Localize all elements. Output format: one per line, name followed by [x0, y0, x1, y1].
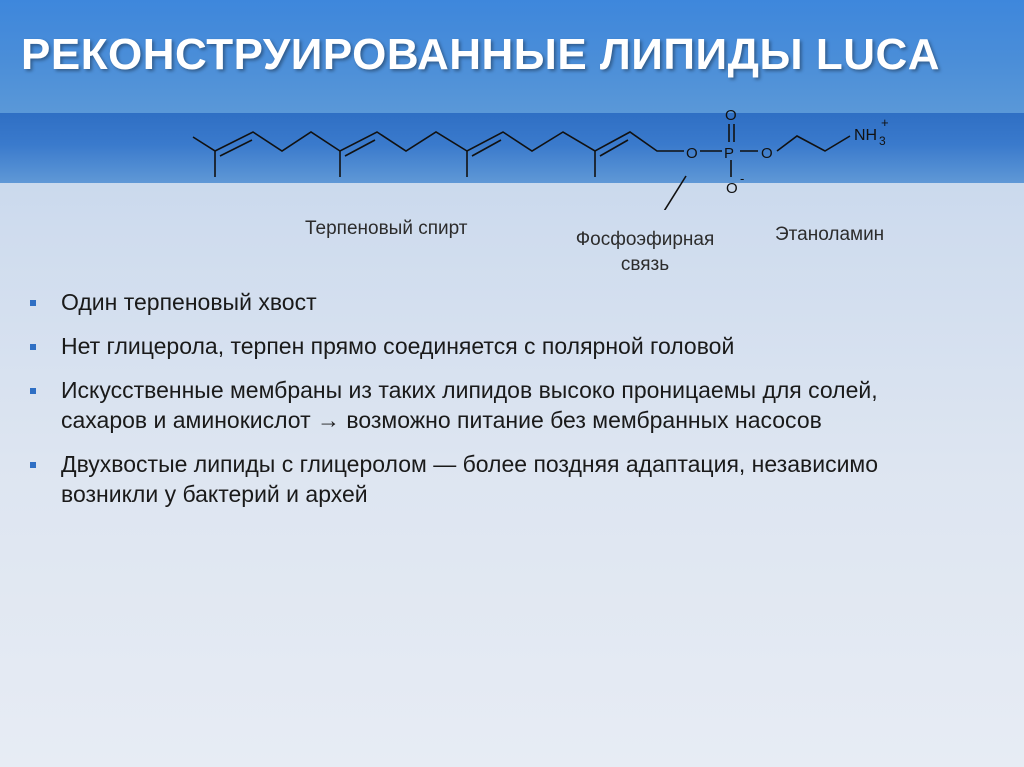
- bullet-item: [30, 375, 1000, 435]
- bullet-list: [30, 287, 1000, 523]
- oxygen-left-atom: O: [686, 145, 698, 162]
- bullet-square-icon: [30, 388, 36, 394]
- label-phosphoester-line1: Фосфоэфирная: [575, 229, 715, 250]
- bullet-text: Двухвостые липиды с глицеролом — более поздняя адаптация, независимо: [61, 451, 879, 477]
- bullet-square-icon: [30, 300, 36, 306]
- bullet-text-continued: сахаров и аминокислот → возможно питание без мембранных насосов: [61, 407, 822, 433]
- bullet-text: Один терпеновый хвост: [61, 289, 317, 315]
- phosphorus-atom: P: [724, 145, 735, 162]
- oxygen-bottom-atom: O: [726, 180, 738, 197]
- label-ethanolamine: Этаноламин: [775, 224, 885, 245]
- bullet-text: Нет глицерола, терпен прямо соединяется с полярной головой: [61, 333, 735, 359]
- bullet-text-continued: возникли у бактерий и архей: [61, 481, 368, 507]
- bullet-text: Искусственные мембраны из таких липидов высоко проницаемы для солей,: [61, 377, 878, 403]
- terpene-chain: [193, 124, 850, 210]
- label-terpene-alcohol: Терпеновый спирт: [305, 218, 468, 239]
- molecule-structure: [0, 100, 1024, 210]
- bullet-square-icon: [30, 344, 36, 350]
- label-phosphoester-line2: связь: [620, 254, 670, 275]
- oxygen-top-atom: O: [725, 107, 737, 124]
- oxygen-right-atom: O: [761, 145, 773, 162]
- positive-charge: +: [881, 115, 889, 130]
- bullet-item: [30, 287, 1000, 317]
- bullet-square-icon: [30, 462, 36, 468]
- bullet-item: [30, 449, 1000, 509]
- negative-charge: -: [740, 171, 745, 186]
- amine-subscript: 3: [879, 134, 886, 148]
- label-phosphoester-bond: [560, 227, 730, 277]
- amine-group: NH: [854, 127, 878, 144]
- slide-title: РЕКОНСТРУИРОВАННЫЕ ЛИПИДЫ LUCA: [21, 30, 941, 79]
- bullet-item: [30, 331, 1000, 361]
